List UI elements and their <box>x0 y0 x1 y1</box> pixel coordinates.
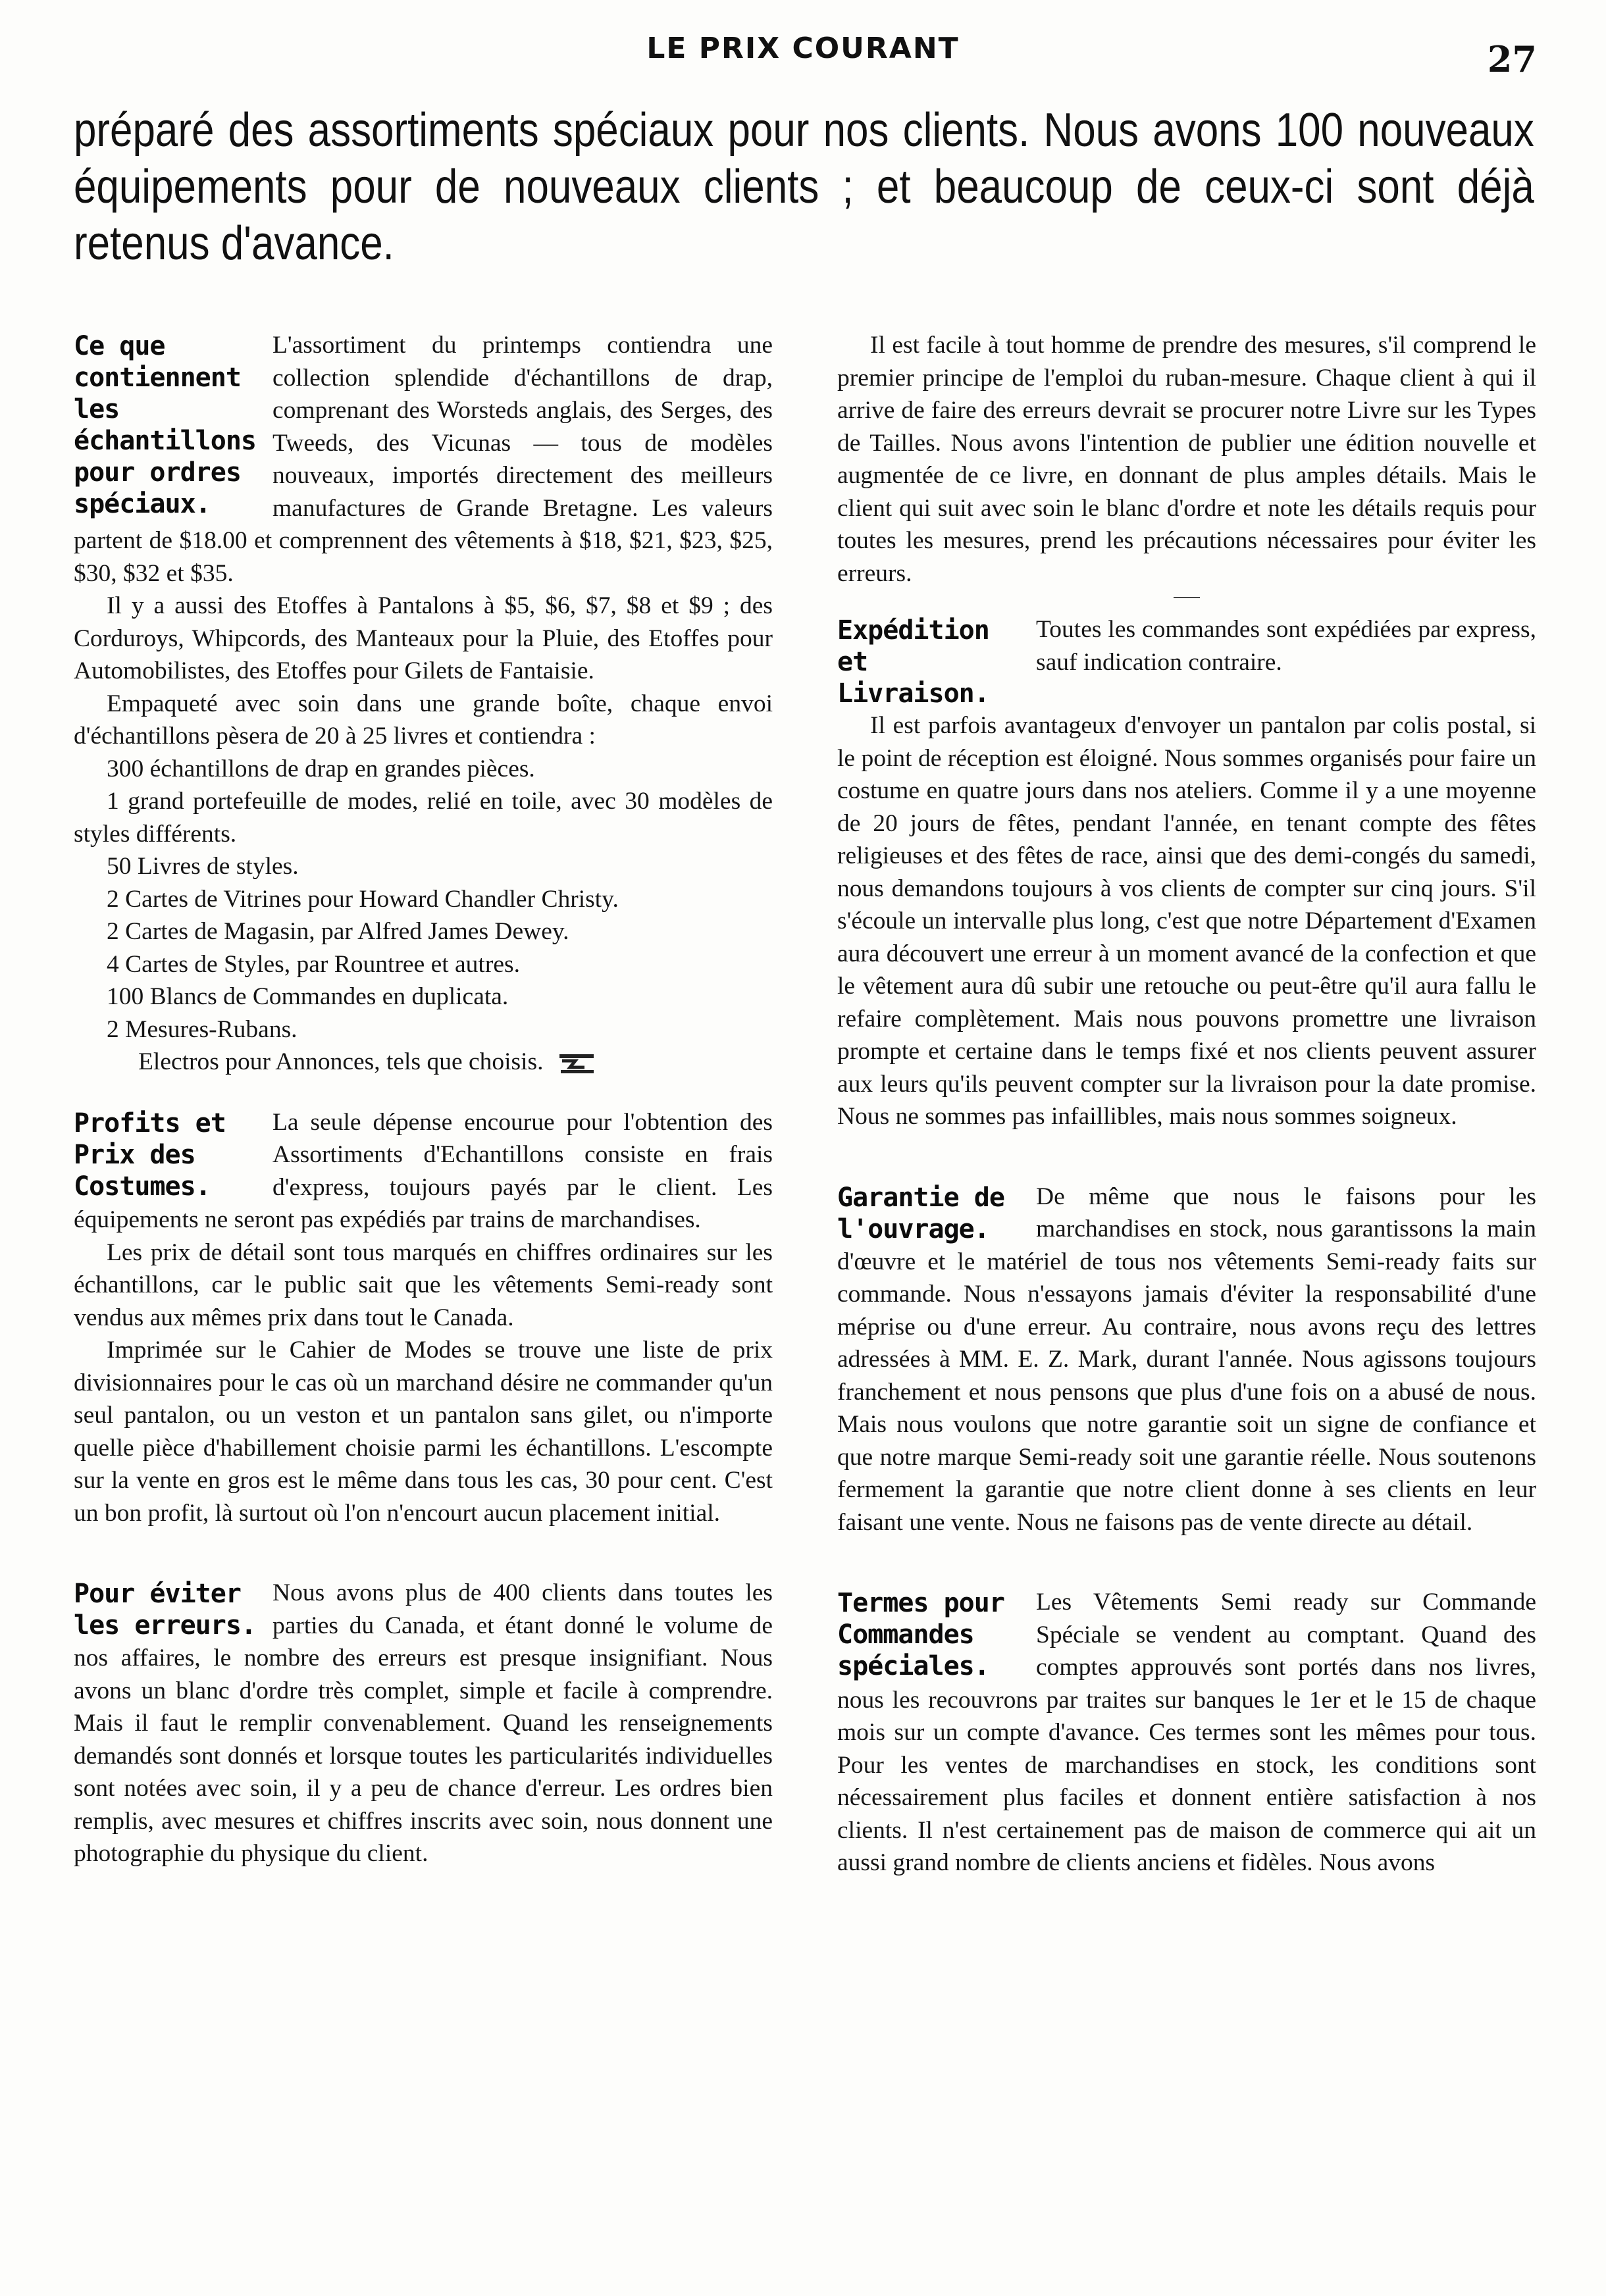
list-item-text: Electros pour Annonces, tels que choisis. <box>138 1048 544 1075</box>
paragraph: De même que nous le faisons pour les marchandises en stock, nous garantissons la main d'œuvre et le matériel de tous nos vêtements Semi-ready faits sur commande. Nous n'essayons jamais d'éviter la responsabilité d'une méprise ou d'une erreur. Au contraire, nous avons reçu des lettres adressées à MM. E. Z. Mark, durant l'année. Nous agissons toujours franchement et nous pensons que plus d'une fois on a abusé de nous. Mais nous voulons que notre garantie soit un signe de confiance et que notre marque Semi-ready soit une garantie réelle. Nous soutenons fermement la garantie que notre client donne à ses clients en leur faisant une vente. Nous ne faisons pas de vente directe au détail. <box>837 1183 1536 1536</box>
paragraph: La seule dépense encourue pour l'obtention des Assortiments d'Echantillons consiste en frais d'express, toujours payés par le client. Les équipements ne seront pas expédiés par trains de marchandises. <box>74 1108 773 1233</box>
list-item-last <box>74 1046 773 1079</box>
paragraph: Empaqueté avec soin dans une grande boîte, chaque envoi d'échantillons pèsera de 20 à 25 livres et contiendra : <box>74 690 773 750</box>
paragraph: Les prix de détail sont tous marqués en chiffres ordinaires sur les échantillons, car le public sait que les vêtements Semi-ready sont vendus aux mêmes prix dans tout le Canada. <box>74 1238 773 1331</box>
list-item: 2 Cartes de Magasin, par Alfred James Dewey. <box>107 918 569 945</box>
intro-paragraph: préparé des assortiments spéciaux pour nos clients. Nous avons 100 nouveaux équipements pour de nouveaux clients ; et beaucoup de ceux-ci sont déjà retenus d'avance. <box>74 104 1534 270</box>
paragraph: Il est parfois avantageux d'envoyer un pantalon par colis postal, si le point de réception est éloigné. Nous sommes organisés pour faire un costume en quatre jours dans nos ateliers. Comme il y a une moyenne de 20 jours de fêtes, pendant l'année, en tenant compte des fêtes religieuses et des fêtes de race, ainsi que des demi-congés du samedi, nous demandons toujours à vos clients de compter sur cinq jours. S'il s'écoule un intervalle plus long, c'est que notre Département d'Examen aura découvert une erreur à un moment avancé de la confection et que le vêtement aura dû subir une retouche ou peut-être qu'il aura fallu le refaire complètement. Mais nous pouvons promettre une livraison prompte et certaine dans le temps fixé et nos clients peuvent assurer aux leurs qu'ils peuvent compter sur la livraison pour la date promise. Nous ne sommes pas infaillibles, mais nous sommes soigneux. <box>837 712 1536 1130</box>
section-heading: Garantie de l'ouvrage. <box>837 1182 1004 1244</box>
section-heading: Pour éviter les erreurs. <box>74 1579 256 1641</box>
running-title: LE PRIX COURANT <box>646 32 960 65</box>
section-terms <box>837 1586 1536 1879</box>
paragraph: L'assortiment du printemps contiendra une collection splendide d'échantillons de drap, comprenant des Worsteds anglais, des Serges, des Tweeds, des Vicunas — tous de modèles nouveaux, importés directement des meilleurs manufactures de Grande Bretagne. Les valeurs partent de $18.00 et comprennent des vêtements à $18, $21, $23, $25, $30, $32 et $35. <box>74 332 773 587</box>
section-heading: Termes pour Commandes spéciales. <box>837 1588 1004 1681</box>
electro-ornament-icon <box>556 1052 602 1075</box>
section-heading: Ce que contiennent les échantillons pour ordres spéciaux. <box>74 331 256 519</box>
right-column <box>837 329 1536 1879</box>
separator <box>837 590 1536 613</box>
section-avoid-errors <box>74 1577 773 1870</box>
section-samples-content <box>74 329 773 590</box>
list-item: 4 Cartes de Styles, par Rountree et autres. <box>107 950 520 978</box>
left-column <box>74 329 773 1870</box>
paragraph: Toutes les commandes sont expédiées par express, sauf indication contraire. <box>1036 616 1536 676</box>
paragraph: Nous avons plus de 400 clients dans toutes les parties du Canada, et étant donné le volume de nos affaires, le nombre des erreurs est presque insignifiant. Nous avons un blanc d'ordre très complet, simple et facile à comprendre. Mais il faut le remplir convenablement. Quand les renseignements demandés sont donnés et lorsque toutes les particularités individuelles sont notées avec soin, il y a peu de chance d'erreur. Les ordres bien remplis, avec mesures et chiffres inscrits avec soin, nous donnent une photographie du physique du client. <box>74 1579 773 1867</box>
list-item: 100 Blancs de Commandes en duplicata. <box>107 983 509 1010</box>
paragraph: Les Vêtements Semi ready sur Commande Spéciale se vendent au comptant. Quand des comptes approuvés sont portés dans nos livres, nous les recouvrons par traites sur banques le 1er et le 15 de chaque mois sur un compte d'avance. Ces termes sont les mêmes pour tous. Pour les ventes de marchandises en stock, les conditions sont nécessairement plus faciles et donnent entière satisfaction à nos clients. Il n'est certainement pas de maison de commerce qui ait un aussi grand nombre de clients anciens et fidèles. Nous avons <box>837 1589 1536 1876</box>
paragraph: Il est facile à tout homme de prendre des mesures, s'il comprend le premier principe de l'emploi du ruban-mesure. Chaque client à qui il arrive de faire des erreurs devrait se procurer notre Livre sur les Types de Tailles. Nous avons l'intention de publier une édition nouvelle et augmentée de ce livre, en donnant de plus amples détails. Mais le client qui suit avec soin le blanc d'ordre et note les détails requis pour toutes les mesures, prend les précautions nécessaires pour éviter les erreurs. <box>837 332 1536 587</box>
section-profits <box>74 1106 773 1237</box>
paragraph: Imprimée sur le Cahier de Modes se trouve une liste de prix divisionnaires pour le cas où un marchand désire ne commander qu'un seul pantalon, ou un veston et un pantalon sans gilet, ou n'importe quelle pièce d'habillement choisie parmi les échantillons. L'escompte sur la vente en gros est le même dans tous les cas, 30 pour cent. C'est un bon profit, là surtout où l'on n'encourt aucun placement initial. <box>74 1337 773 1527</box>
paragraph: Il y a aussi des Etoffes à Pantalons à $5, $6, $7, $8 et $9 ; des Corduroys, Whipcords, des Manteaux pour la Pluie, des Etoffes pour Automobilistes, des Etoffes pour Gilets de Fantaisie. <box>74 592 773 684</box>
list-item: 2 Cartes de Vitrines pour Howard Chandler Christy. <box>107 885 619 913</box>
page-number: 27 <box>1487 38 1537 80</box>
section-heading: Expédition et Livraison. <box>837 615 989 709</box>
section-heading: Profits et Prix des Costumes. <box>74 1108 226 1202</box>
list-item: 2 Mesures-Rubans. <box>107 1015 298 1043</box>
list-item: 50 Livres de styles. <box>107 853 299 880</box>
section-shipping <box>837 613 1536 709</box>
list-item: 300 échantillons de drap en grandes pièces. <box>107 755 535 782</box>
section-warranty <box>837 1181 1536 1539</box>
list-item: 1 grand portefeuille de modes, relié en toile, avec 30 modèles de styles différents. <box>74 788 773 848</box>
